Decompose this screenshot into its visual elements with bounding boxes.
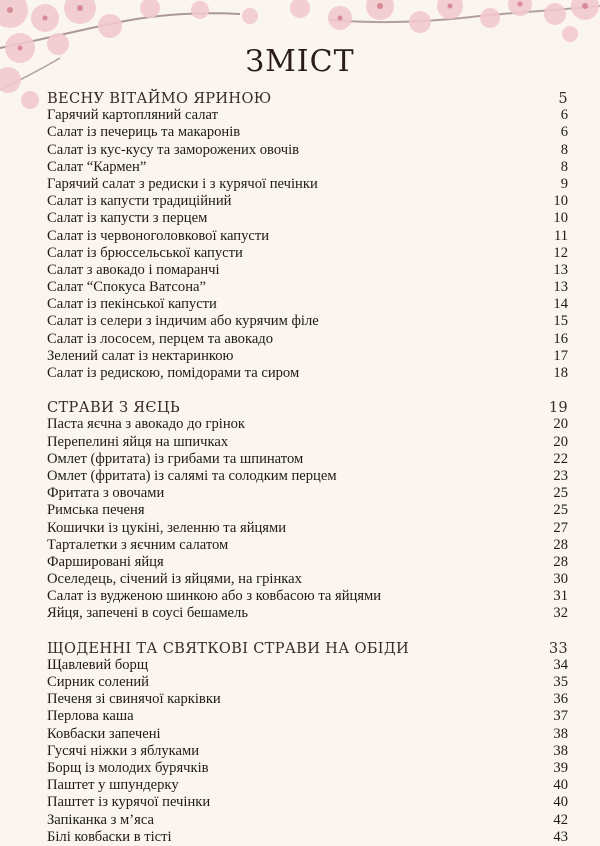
toc-entry-page: 17 — [553, 347, 568, 364]
page-title: ЗМІСТ — [245, 44, 355, 79]
toc-entry-title: Омлет (фритата) із салямі та солодким перцем — [47, 467, 337, 484]
toc-entry — [47, 313, 568, 330]
section-heading-page: 5 — [558, 90, 568, 107]
toc-entry-page: 28 — [553, 553, 568, 570]
toc-entry-page: 6 — [560, 124, 568, 141]
toc-entry-title: Гусячі ніжки з яблуками — [47, 742, 200, 759]
toc-entry-page: 15 — [553, 313, 568, 330]
toc-entry-title: Салат із кус-кусу та заморожених овочів — [47, 141, 300, 158]
toc-entry — [47, 674, 568, 691]
toc-entry-title: Яйця, запечені в соусі бешамель — [47, 605, 248, 622]
section-heading-page: 33 — [548, 639, 568, 657]
toc-entry — [47, 554, 568, 571]
toc-entry-page: 14 — [553, 296, 568, 313]
toc-entry-title: Тарталетки з яєчним салатом — [47, 536, 229, 553]
toc-section — [47, 399, 568, 622]
toc-entry — [47, 777, 568, 794]
section-heading — [47, 399, 568, 416]
toc-entry — [47, 416, 568, 433]
toc-entry — [47, 760, 568, 777]
toc-entry — [47, 159, 568, 176]
section-heading-title: ВЕСНУ ВІТАЙМО ЯРИНОЮ — [47, 90, 272, 107]
toc-entry — [47, 451, 568, 468]
toc-entry-title: Ковбаски запечені — [47, 725, 161, 742]
toc-entry — [47, 210, 568, 227]
toc-entry-title: Фритата з овочами — [47, 485, 165, 502]
toc-entry — [47, 331, 568, 348]
toc-entry-page: 25 — [553, 485, 568, 502]
toc-entry-title: Паштет із курячої печінки — [47, 794, 211, 811]
toc-entry — [47, 228, 568, 245]
toc-entry-title: Гарячий салат з редиски і з курячої печінки — [47, 175, 318, 192]
toc-entry-title: Сирник солений — [47, 674, 149, 690]
toc-entry-title: Салат із пекінської капусти — [47, 296, 217, 313]
toc-entry-page: 13 — [553, 261, 568, 278]
toc-entry — [47, 812, 568, 829]
toc-entry — [47, 502, 568, 519]
section-heading-title: ЩОДЕННІ ТА СВЯТКОВІ СТРАВИ НА ОБІДИ — [47, 639, 410, 657]
toc-entry-page: 36 — [553, 691, 568, 708]
toc-entry — [47, 588, 568, 605]
toc-entry — [47, 365, 568, 382]
toc-entry-page: 30 — [553, 571, 568, 588]
toc-entry-page: 39 — [553, 759, 568, 776]
toc-entry-title: Фаршировані яйця — [47, 553, 164, 570]
toc-entry — [47, 142, 568, 159]
toc-entry — [47, 829, 568, 846]
toc-entry-title: Паштет у шпундерку — [47, 777, 179, 794]
toc-entry-page: 35 — [553, 674, 568, 690]
toc-entry-title: Печеня зі свинячої карківки — [47, 691, 221, 708]
toc-entry — [47, 279, 568, 296]
toc-entry — [47, 262, 568, 279]
toc-entry-page: 28 — [553, 536, 568, 553]
toc-entry-page: 6 — [560, 107, 568, 124]
toc-entry-title: Омлет (фритата) із грибами та шпинатом — [47, 450, 304, 467]
toc-entry-title: Борщ із молодих бурячків — [47, 759, 209, 776]
toc-section — [47, 90, 568, 382]
toc-entry-title: Салат “Кармен” — [47, 158, 147, 175]
toc-entry-page: 8 — [560, 158, 568, 175]
toc-entry-title: Паста яєчна з авокадо до грінок — [47, 416, 246, 433]
toc-entry-page: 20 — [553, 433, 568, 450]
toc-entry — [47, 124, 568, 141]
toc-entry-page: 38 — [553, 725, 568, 742]
toc-entry-title: Салат із капусти з перцем — [47, 210, 208, 227]
toc-entry — [47, 657, 568, 674]
toc-entry-title: Салат “Спокуса Ватсона” — [47, 279, 206, 296]
toc-entry-page: 27 — [553, 519, 568, 536]
toc-entry-page: 25 — [553, 502, 568, 519]
section-heading — [47, 640, 568, 657]
toc-entry-title: Салат із вудженою шинкою або з ковбасою та яйцями — [47, 588, 382, 605]
toc-entry-title: Оселедець, січений із яйцями, на грінках — [47, 571, 302, 588]
toc-entry-title: Гарячий картопляний салат — [47, 107, 219, 124]
toc-entry-page: 40 — [553, 794, 568, 811]
toc-entry-page: 31 — [553, 588, 568, 605]
toc-entry-page: 16 — [553, 330, 568, 347]
toc-entry-page: 18 — [553, 365, 568, 381]
toc-entry-title: Салат із червоноголовкової капусти — [47, 227, 270, 244]
toc-entry — [47, 468, 568, 485]
toc-entry — [47, 296, 568, 313]
toc-entry-page: 38 — [553, 742, 568, 759]
toc-entry-page: 40 — [553, 777, 568, 794]
toc-entry-page: 22 — [553, 450, 568, 467]
toc-entry-page: 34 — [553, 656, 568, 673]
section-heading-page: 19 — [548, 399, 568, 417]
toc-entry — [47, 107, 568, 124]
toc-entry — [47, 176, 568, 193]
toc-entry — [47, 434, 568, 451]
toc-entry — [47, 348, 568, 365]
toc-entry-title: Салат із брюссельської капусти — [47, 244, 243, 261]
toc-entry-title: Салат із лососем, перцем та авокадо — [47, 330, 274, 347]
toc-entry-title: Салат із печериць та макаронів — [47, 124, 241, 141]
toc-entry-page: 13 — [553, 279, 568, 296]
toc-entry — [47, 485, 568, 502]
toc-entry — [47, 691, 568, 708]
toc-entry-title: Салат із редискою, помідорами та сиром — [47, 365, 300, 381]
toc-entry-title: Запіканка з м’яса — [47, 811, 154, 828]
toc-entry — [47, 794, 568, 811]
toc-section — [47, 640, 568, 846]
toc-entry-page: 32 — [553, 605, 568, 622]
toc-entry-page: 11 — [553, 227, 568, 244]
toc-entry-title: Салат із капусти традиційний — [47, 193, 232, 210]
toc-entry-page: 42 — [553, 811, 568, 828]
toc-entry-page: 23 — [553, 467, 568, 484]
toc-entry-page: 9 — [560, 175, 568, 192]
toc-entry-title: Білі ковбаски в тісті — [47, 828, 172, 845]
toc-entry — [47, 537, 568, 554]
table-of-contents — [47, 90, 568, 846]
toc-entry-page: 10 — [553, 193, 568, 210]
toc-entry-title: Римська печеня — [47, 502, 145, 519]
toc-entry — [47, 520, 568, 537]
toc-entry-title: Перлова каша — [47, 708, 134, 725]
toc-entry — [47, 743, 568, 760]
toc-entry-title: Щавлевий борщ — [47, 656, 149, 673]
toc-entry-title: Кошички із цукіні, зеленню та яйцями — [47, 519, 287, 536]
toc-entry-title: Перепелині яйця на шпичках — [47, 433, 229, 450]
toc-entry-page: 8 — [560, 141, 568, 158]
toc-entry-title: Салат з авокадо і помаранчі — [47, 261, 220, 278]
toc-entry-page: 43 — [553, 828, 568, 845]
section-heading-title: СТРАВИ З ЯЄЦЬ — [47, 399, 181, 417]
toc-entry-title: Салат із селери з індичим або курячим філе — [47, 313, 319, 330]
toc-entry — [47, 193, 568, 210]
toc-entry — [47, 571, 568, 588]
toc-entry-title: Зелений салат із нектаринкою — [47, 347, 234, 364]
toc-entry-page: 37 — [553, 708, 568, 725]
toc-entry-page: 20 — [553, 416, 568, 433]
toc-entry-page: 10 — [553, 210, 568, 227]
toc-entry — [47, 605, 568, 622]
toc-entry — [47, 245, 568, 262]
toc-entry — [47, 708, 568, 725]
section-heading — [47, 90, 568, 107]
toc-entry — [47, 726, 568, 743]
toc-entry-page: 12 — [553, 244, 568, 261]
